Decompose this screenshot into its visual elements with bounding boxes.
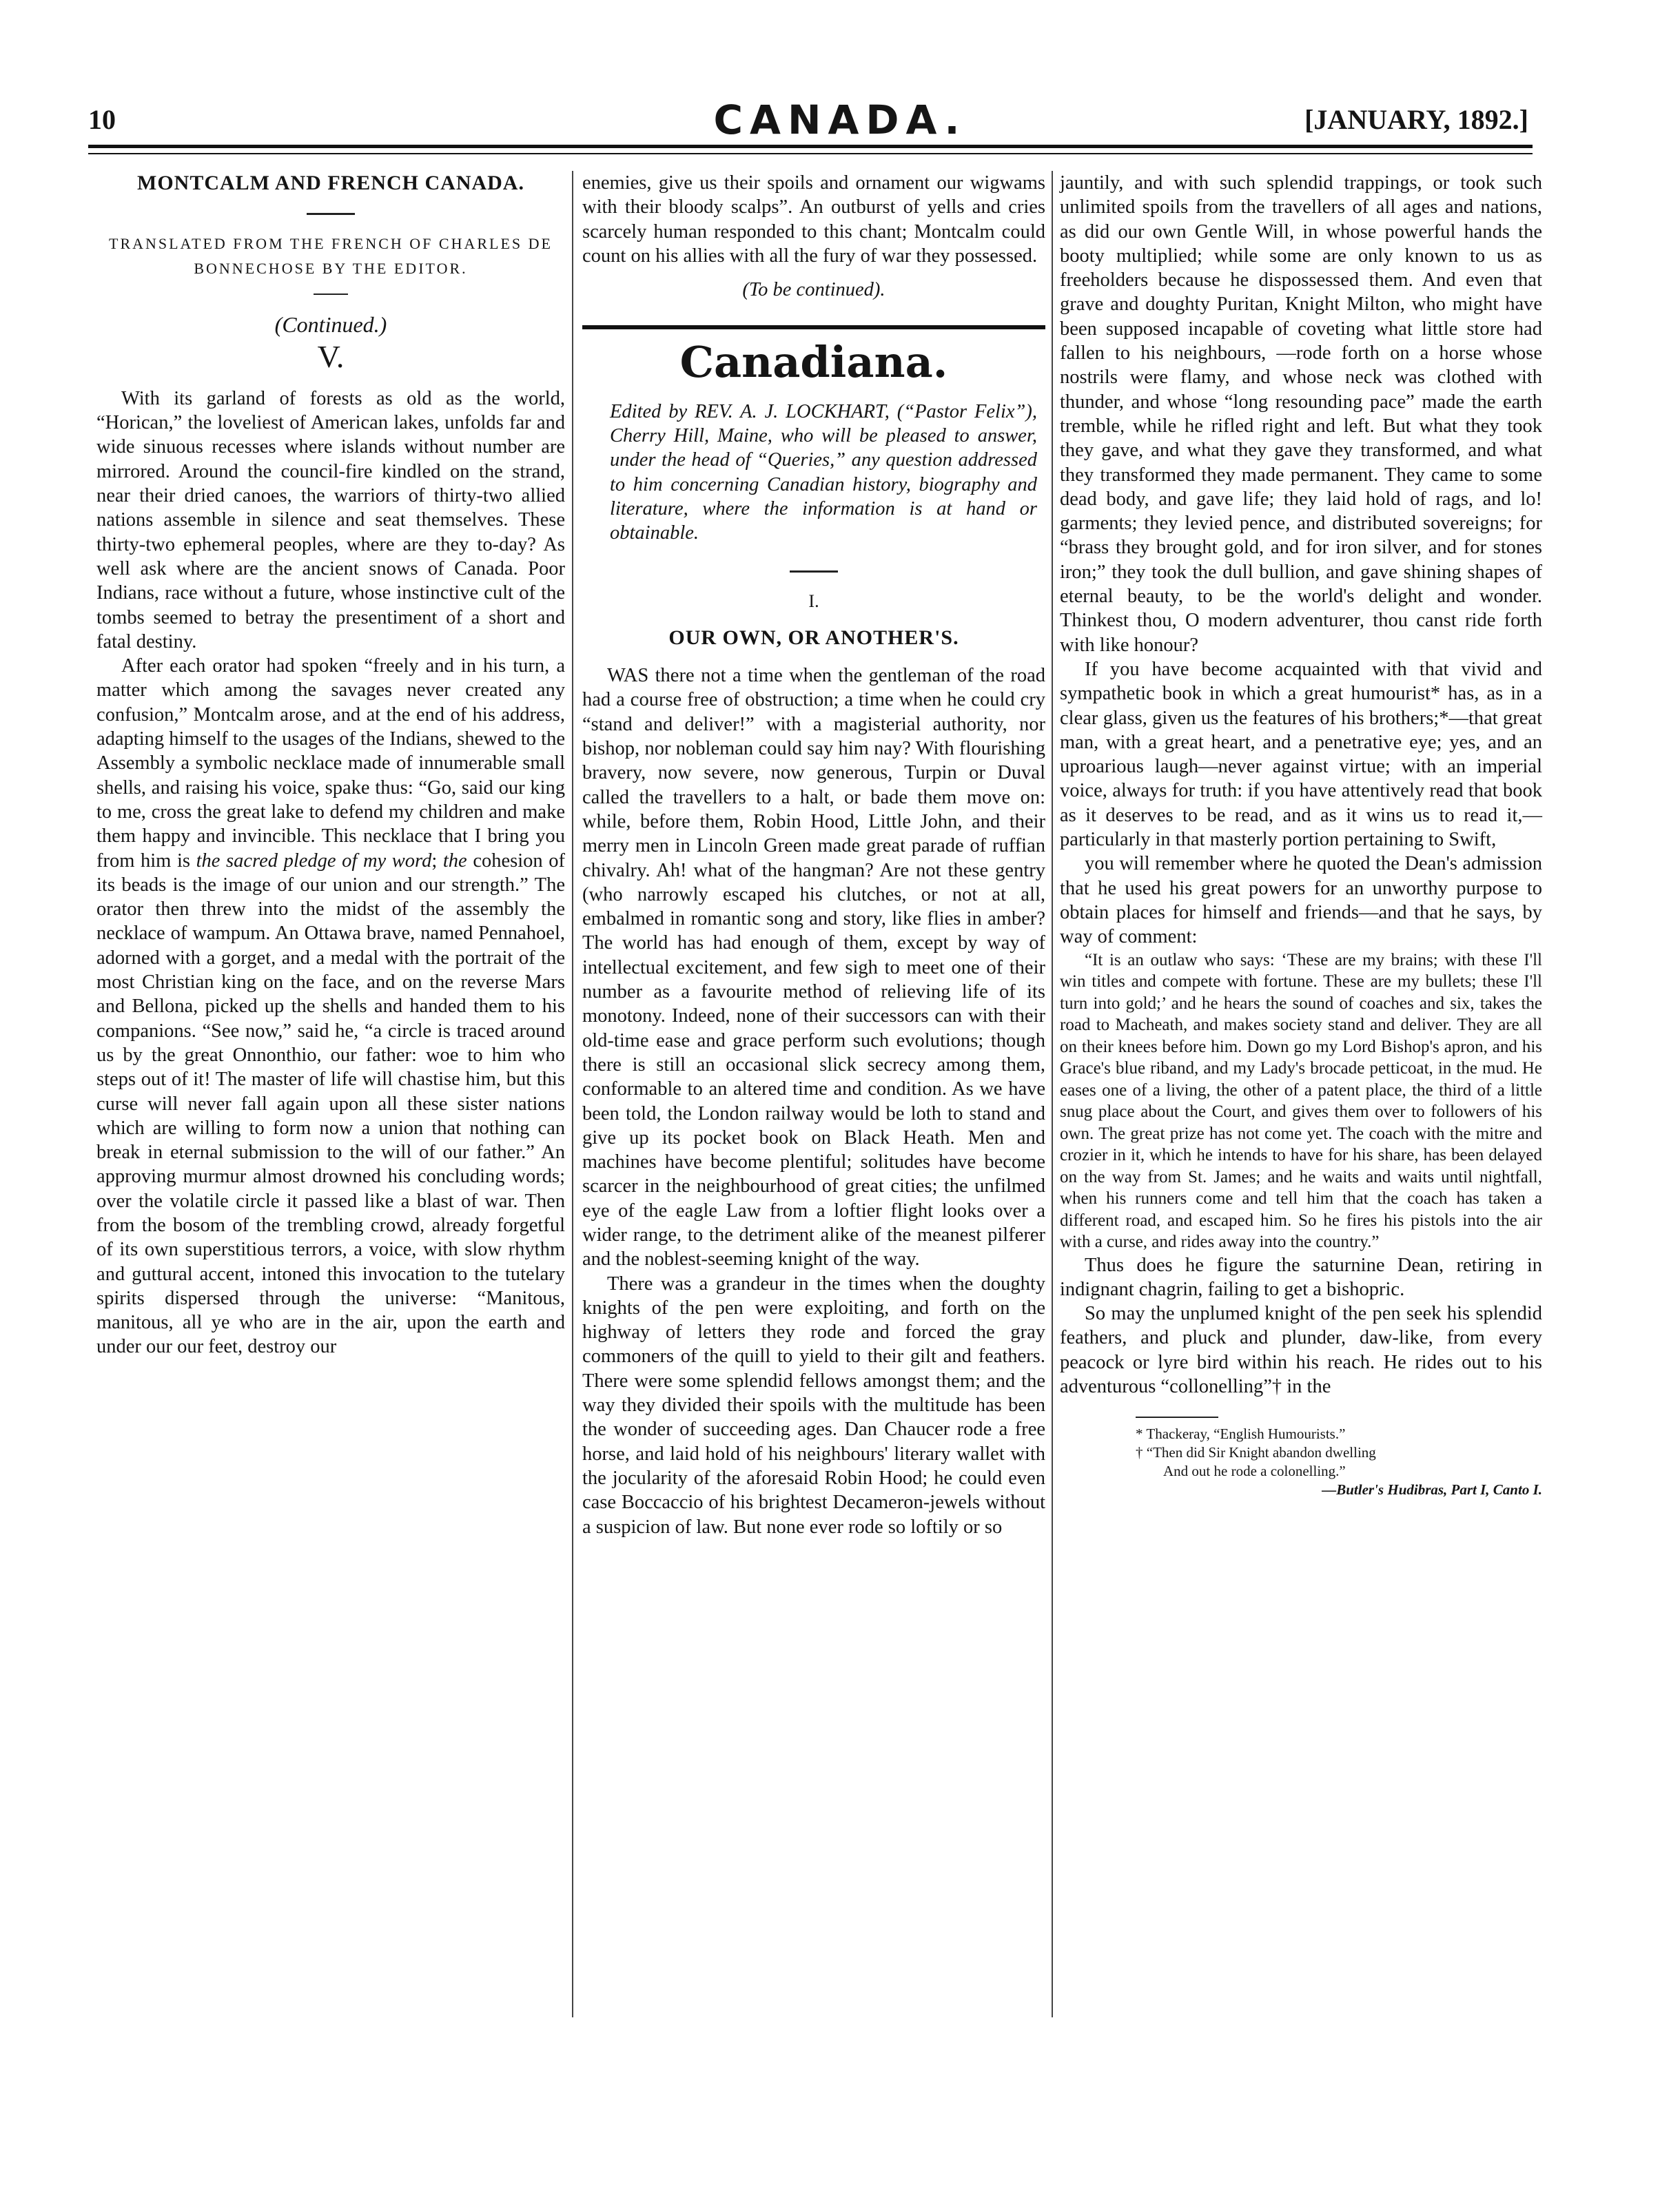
paragraph: So may the unplumed knight of the pen seek his splendid feathers, and pluck and plunder, daw-like, from every peacock or lyre bird within his reach. He rides out to his adventurous “collonelling”† in the (1060, 1303, 1542, 1397)
column-divider-2 (1052, 171, 1053, 2017)
header-rule-bottom (88, 153, 1533, 154)
chapter-number: V. (317, 338, 345, 374)
masthead: CANADA. (713, 96, 967, 143)
section-rule (582, 325, 1045, 329)
footnote: * Thackeray, “English Humourists.” (1136, 1426, 1346, 1443)
header-rule-top (88, 145, 1533, 148)
editor-note: Edited by REV. A. J. LOCKHART, (“Pastor Felix”), Cherry Hill, Maine, who will be pleased to answer, under the head of “Queries,” any question addressed to him concerning Canadian history, biography and literature, where the information is at hand or obtainable. (610, 400, 1037, 544)
footnote-rule (1136, 1417, 1218, 1418)
footnote: † “Then did Sir Knight abandon dwelling (1136, 1444, 1376, 1461)
paragraph: jauntily, and with such splendid trappings, or took such unlimited spoils from the travellers of all ages and nations, as did our own Gentle Will, in whose powerful hands the booty multiplied; while some are only known to us as freeholders because he dispossessed them. And even that grave and doughty Puritan, Knight Milton, who might have been supposed incapable of coveting what little store had fallen to his neighbours, —rode forth on a horse whose nostrils were flamy, and whose neck was clothed with thunder, and whose “long resounding pace” made the earth tremble, while he rifled right and left. But what they took they gave, and what they gave they transformed, and what they transformed they made permanent. They came to some dead body, and gave life; they laid hold of rags, and lo! garments; they levied pence, and distributed sovereigns; for “brass they brought gold, and for iron silver, and for stones iron;” they took the dull bullion, and gave shining shapes of eternal beauty, to be the world's delight and wonder. Thinkest thou, O modern adventurer, thou canst ride forth with like honour? (1060, 172, 1542, 656)
article-title-our-own: OUR OWN, OR ANOTHER'S. (668, 626, 959, 649)
paragraph: Thus does he figure the saturnine Dean, retiring in indignant chagrin, failing to get a bishopric. (1060, 1254, 1542, 1300)
article-title-montcalm: MONTCALM AND FRENCH CANADA. (137, 172, 524, 194)
footnote: And out he rode a colonelling.” (1163, 1463, 1346, 1480)
column-3 (1060, 171, 1542, 1499)
issue-date: [JANUARY, 1892.] (1304, 104, 1528, 135)
text-run: ; (431, 850, 443, 872)
paragraph: There was a grandeur in the times when the doughty knights of the pen were exploiting, and forth on the highway of letters they rode and forced the gray commoners of the quill to yield to their gilt and feathers. There were some splendid fellows amongst them; and the way they divided their spoils with the multitude has been the wonder of succeeding ages. Dan Chaucer rode a free horse, and laid hold of his neighbours' literary wallet with the jocularity of the aforesaid Robin Hood; he could even case Boccaccio of his brightest Decameron-jewels without a suspicion of law. But none ever rode so loftily or so (582, 1273, 1045, 1538)
footnote-citation: —Butler's Hudibras, Part I, Canto I. (1322, 1481, 1542, 1499)
title-divider (307, 213, 355, 215)
paragraph: With its garland of forests as old as the world, “Horican,” the loveliest of American lakes, unfolds far and wide sinuous recesses where islands without number are mirrored. Around the council-fire kindled on the strand, near their dried canoes, the warriors of thirty-two allied nations assemble in silence and seat themselves. These thirty-two ephemeral peoples, where are they to-day? As well ask where are the ancient snows of Canada. Poor Indians, race without a future, whose instinctive cult of the tombs seemed to betray the presentiment of a short and fatal destiny. (96, 387, 565, 652)
paragraph: If you have become acquainted with that vivid and sympathetic book in which a great humourist* has, as in a clear glass, given us the features of his brothers;*—that great man, with a great heart, and a penetrative eye; yes, and an uproarious laugh—never against virtue; with an imperial voice, always for truth: if you have attentively read that book as it deserves to be read, and as it wins us to read it,—particularly in that masterly portion pertaining to Swift, (1060, 658, 1542, 851)
italic-text: the (442, 850, 467, 872)
subtitle-divider (314, 294, 348, 295)
column-1 (96, 171, 565, 1359)
paragraph: WAS there not a time when the gentleman of the road had a course free of obstruction; a time when he could cry “stand and deliver!” with a magisterial authority, nor bishop, nor nobleman could say him nay? With flourishing bravery, now severe, now generous, Turpin or Duval called the travellers to a halt, or bade them move on: while, before them, Robin Hood, Little John, and their merry men in Lincoln Green made great parade of ruffian chivalry. Ah! what of the hangman? Are not these gentry (who narrowly escaped his clutches, or not at all, embalmed in romantic song and story, like flies in amber? The world has had enough of them, except by way of intellectual excitement, and few sigh to meet one of their number as a favourite method of relieving life of its monotony. Indeed, none of their successors can with their old-time ease and grace perform such evolutions; though there is still an occasional slick secrecy among them, conformable to an altered time and condition. As we have been told, the London railway would be loth to stand and give up its pocket book on Black Heath. Men and machines have become plentiful; solitudes have become scarcer in the neighbourhood of great cities; the unfilmed eye of the eagle Law from a loftier flight looks over a wider range, to the detriment alike of the meanest pilferer and the noblest-seeming knight of the way. (582, 665, 1045, 1270)
text-run: After each orator had spoken “freely and in his turn, a matter which among the savages never created any confusion,” Montcalm arose, and at the end of his address, adapting himself to the usages of the Indians, shewed to the Assembly a symbolic necklace made of innumerable small shells, and raising his voice, spake thus: “Go, said our king to me, cross the great lake to defend my children and make them happy and invincible. This necklace that I bring you from him is (96, 655, 565, 872)
paragraph (96, 654, 565, 1359)
page-number: 10 (88, 104, 116, 135)
section-title: Canadiana. (679, 337, 948, 388)
text-run: cohesion of its beads is the image of our union and our strength.” The orator then threw into the midst of the assembly the necklace of wampum. An Ottawa brave, named Pennahoel, adorned with a gorget, and a medal with the portrait of the most Christian king on the face, and on the reverse Mars and Bellona, picked up the shells and handed them to his companions. “See now,” said he, “a circle is traced around us by the great Onnonthio, our father: woe to him who steps out of it! The master of life will chastise him, but this curse will never fall again upon all these sister nations which are willing to form now a union that nothing can break in eternal submission to the will of our father.” An approving murmur almost drowned his concluding words; over the volatile circle it passed like a blast of war. Then from the bosom of the trembling crowd, already forgetful of its own superstitious terrors, a voice, with slow rhythm and guttural accent, intoned this invocation to the tutelary spirits dispersed through the universe: “Manitous, manitous, all ye who are in the air, upon the earth and under our our feet, destroy our (96, 850, 566, 1358)
article-subtitle: TRANSLATED FROM THE FRENCH OF CHARLES DE BONNECHOSE BY THE EDITOR. (109, 235, 553, 278)
to-be-continued: (To be continued). (742, 279, 885, 301)
continued-label: (Continued.) (274, 312, 387, 338)
paragraph: enemies, give us their spoils and ornament our wigwams with their bloody scalps”. An outburst of yells and cries scarcely human responded to this chant; Montcalm could count on his allies with all the fury of war they possessed. (582, 172, 1045, 267)
column-2 (582, 171, 1045, 1539)
column-divider-1 (572, 171, 573, 2017)
section-divider (790, 570, 838, 573)
quotation: “It is an outlaw who says: ‘These are my brains; with these I'll win titles and compete with fortune. These are my bullets; these I'll turn into gold;’ and he hears the sound of coaches and six, takes the road to Macheath, and makes society stand and deliver. They are all on their knees before him. Down go my Lord Bishop's apron, and his Grace's blue riband, and my Lady's brocade petticoat, in the mud. He eases one of a living, the other of a patent place, the third of a little snug place about the Court, and gives them over to followers of his own. The great prize has not come yet. The coach with the mitre and crozier in it, which he intends to have for his share, has been delayed on the way from St. James; and he waits and waits until nightfall, when his runners come and tell him that the coach has taken a different road, and escaped him. So he fires his pistols into the air with a curse, and rides away into the country.” (1060, 950, 1542, 1251)
article-number: I. (808, 590, 819, 611)
paragraph: you will remember where he quoted the Dean's admission that he used his great powers for an unworthy purpose to obtain places for himself and friends—and that he says, by way of comment: (1060, 853, 1542, 948)
italic-text: the sacred pledge of my word (196, 850, 432, 872)
